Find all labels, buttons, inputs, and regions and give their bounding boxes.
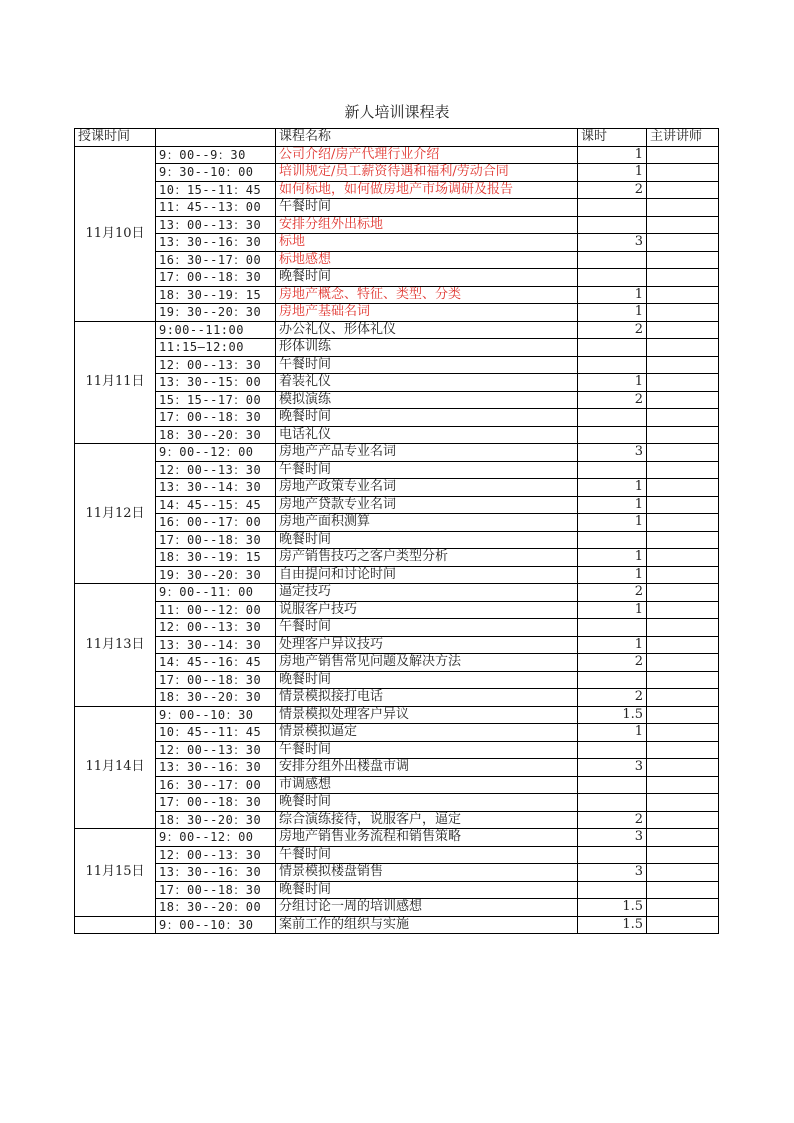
time-cell: 14：45--16：45: [156, 654, 276, 672]
table-row: [75, 531, 719, 549]
course-name-cell: 办公礼仪、形体礼仪: [276, 321, 578, 339]
hours-cell: 1.5: [578, 706, 647, 724]
table-row: [75, 269, 719, 287]
lecturer-cell: [647, 269, 719, 287]
time-cell: 12：00--13：30: [156, 619, 276, 637]
hours-cell: 1: [578, 164, 647, 182]
time-cell: 13：30--15：00: [156, 374, 276, 392]
course-name-cell: 午餐时间: [276, 846, 578, 864]
hours-cell: 2: [578, 654, 647, 672]
hours-cell: [578, 199, 647, 217]
course-name-cell: 午餐时间: [276, 619, 578, 637]
course-name-cell: 标地: [276, 234, 578, 252]
day-date-cell: 11月11日: [75, 321, 156, 444]
table-row: [75, 671, 719, 689]
course-name-cell: 晚餐时间: [276, 531, 578, 549]
time-cell: 18：30--20：30: [156, 811, 276, 829]
time-cell: 18：30--20：30: [156, 426, 276, 444]
table-row: [75, 321, 719, 339]
course-name-cell: 情景模拟处理客户异议: [276, 706, 578, 724]
table-row: [75, 181, 719, 199]
table-row: [75, 706, 719, 724]
course-name-cell: 逼定技巧: [276, 584, 578, 602]
course-name-cell: 房地产销售常见问题及解决方法: [276, 654, 578, 672]
hours-cell: 1: [578, 601, 647, 619]
time-cell: 17：00--18：30: [156, 409, 276, 427]
course-name-cell: 培训规定/员工薪资待遇和福利/劳动合同: [276, 164, 578, 182]
course-name-cell: 着装礼仪: [276, 374, 578, 392]
time-cell: 9：00--9：30: [156, 146, 276, 164]
time-cell: 18：30--19：15: [156, 286, 276, 304]
lecturer-cell: [647, 356, 719, 374]
table-row: [75, 881, 719, 899]
time-cell: 19：30--20：30: [156, 566, 276, 584]
course-name-cell: 公司介绍/房产代理行业介绍: [276, 146, 578, 164]
time-cell: 12：00--13：30: [156, 356, 276, 374]
course-name-cell: 市调感想: [276, 776, 578, 794]
course-name-cell: 标地感想: [276, 251, 578, 269]
lecturer-cell: [647, 234, 719, 252]
day-date-cell: 11月10日: [75, 146, 156, 321]
time-cell: 9：30--10：00: [156, 164, 276, 182]
lecturer-cell: [647, 164, 719, 182]
time-cell: 9：00--10：30: [156, 916, 276, 934]
table-row: [75, 286, 719, 304]
lecturer-cell: [647, 741, 719, 759]
time-cell: 10：15--11：45: [156, 181, 276, 199]
course-name-cell: 房地产贷款专业名词: [276, 496, 578, 514]
time-cell: 19：30--20：30: [156, 304, 276, 322]
table-row: [75, 374, 719, 392]
lecturer-cell: [647, 199, 719, 217]
time-cell: 17：00--18：30: [156, 671, 276, 689]
time-cell: 12：00--13：30: [156, 846, 276, 864]
hours-cell: 2: [578, 181, 647, 199]
lecturer-cell: [647, 916, 719, 934]
lecturer-cell: [647, 829, 719, 847]
header-time: [156, 129, 276, 147]
hours-cell: 3: [578, 759, 647, 777]
course-name-cell: 说服客户技巧: [276, 601, 578, 619]
lecturer-cell: [647, 549, 719, 567]
course-name-cell: 午餐时间: [276, 356, 578, 374]
time-cell: 16：30--17：00: [156, 776, 276, 794]
course-name-cell: 情景模拟逼定: [276, 724, 578, 742]
table-row: [75, 391, 719, 409]
course-name-cell: 安排分组外出楼盘市调: [276, 759, 578, 777]
lecturer-cell: [647, 601, 719, 619]
hours-cell: 1: [578, 496, 647, 514]
lecturer-cell: [647, 636, 719, 654]
hours-cell: [578, 671, 647, 689]
table-row: [75, 164, 719, 182]
hours-cell: [578, 619, 647, 637]
time-cell: 13：30--14：30: [156, 636, 276, 654]
lecturer-cell: [647, 304, 719, 322]
course-name-cell: 房地产政策专业名词: [276, 479, 578, 497]
table-row: [75, 216, 719, 234]
time-cell: 17：00--18：30: [156, 794, 276, 812]
lecturer-cell: [647, 216, 719, 234]
course-name-cell: 案前工作的组织与实施: [276, 916, 578, 934]
table-row: [75, 829, 719, 847]
lecturer-cell: [647, 409, 719, 427]
course-name-cell: 晚餐时间: [276, 671, 578, 689]
course-name-cell: 情景模拟楼盘销售: [276, 864, 578, 882]
time-cell: 12：00--13：30: [156, 461, 276, 479]
course-name-cell: 晚餐时间: [276, 794, 578, 812]
table-row: [75, 776, 719, 794]
lecturer-cell: [647, 899, 719, 917]
page-title: 新人培训课程表: [344, 103, 450, 121]
header-hours: 课时: [578, 129, 647, 147]
hours-cell: [578, 251, 647, 269]
time-cell: 13：30--16：30: [156, 864, 276, 882]
lecturer-cell: [647, 584, 719, 602]
time-cell: 11：00--12：00: [156, 601, 276, 619]
lecturer-cell: [647, 444, 719, 462]
lecturer-cell: [647, 339, 719, 357]
hours-cell: 1: [578, 146, 647, 164]
hours-cell: 3: [578, 444, 647, 462]
course-schedule-table: [74, 128, 719, 934]
hours-cell: 1.5: [578, 899, 647, 917]
table-row: [75, 479, 719, 497]
time-cell: 18：30--19：15: [156, 549, 276, 567]
table-row: [75, 146, 719, 164]
course-name-cell: 房地产基础名词: [276, 304, 578, 322]
hours-cell: [578, 741, 647, 759]
hours-cell: 1: [578, 479, 647, 497]
hours-cell: 2: [578, 689, 647, 707]
table-row: [75, 654, 719, 672]
time-cell: 13：30--16：30: [156, 234, 276, 252]
hours-cell: [578, 881, 647, 899]
table-row: [75, 234, 719, 252]
table-row: [75, 759, 719, 777]
hours-cell: 1: [578, 286, 647, 304]
hours-cell: 2: [578, 584, 647, 602]
hours-cell: 2: [578, 391, 647, 409]
course-name-cell: 午餐时间: [276, 741, 578, 759]
table-row: [75, 741, 719, 759]
header-lecturer: 主讲讲师: [647, 129, 719, 147]
lecturer-cell: [647, 146, 719, 164]
course-name-cell: 房产销售技巧之客户类型分析: [276, 549, 578, 567]
table-row: [75, 916, 719, 934]
time-cell: 14：45--15：45: [156, 496, 276, 514]
hours-cell: [578, 531, 647, 549]
hours-cell: [578, 846, 647, 864]
time-cell: 9：00--11：00: [156, 584, 276, 602]
course-name-cell: 模拟演练: [276, 391, 578, 409]
time-cell: 18：30--20：00: [156, 899, 276, 917]
course-name-cell: 安排分组外出标地: [276, 216, 578, 234]
hours-cell: [578, 356, 647, 374]
time-cell: 13：30--16：30: [156, 759, 276, 777]
hours-cell: [578, 794, 647, 812]
time-cell: 17：00--18：30: [156, 881, 276, 899]
lecturer-cell: [647, 671, 719, 689]
lecturer-cell: [647, 724, 719, 742]
table-row: [75, 496, 719, 514]
time-cell: 17：00--18：30: [156, 269, 276, 287]
lecturer-cell: [647, 321, 719, 339]
hours-cell: 1: [578, 636, 647, 654]
lecturer-cell: [647, 181, 719, 199]
lecturer-cell: [647, 531, 719, 549]
time-cell: 11:15—12:00: [156, 339, 276, 357]
hours-cell: 3: [578, 829, 647, 847]
course-name-cell: 形体训练: [276, 339, 578, 357]
lecturer-cell: [647, 391, 719, 409]
course-name-cell: 电话礼仪: [276, 426, 578, 444]
day-date-cell: [75, 916, 156, 934]
course-name-cell: 综合演练接待，说服客户，逼定: [276, 811, 578, 829]
lecturer-cell: [647, 706, 719, 724]
time-cell: 12：00--13：30: [156, 741, 276, 759]
lecturer-cell: [647, 374, 719, 392]
lecturer-cell: [647, 619, 719, 637]
time-cell: 13：00--13：30: [156, 216, 276, 234]
lecturer-cell: [647, 846, 719, 864]
hours-cell: 1: [578, 549, 647, 567]
day-date-cell: 11月13日: [75, 584, 156, 707]
lecturer-cell: [647, 566, 719, 584]
time-cell: 11：45--13：00: [156, 199, 276, 217]
table-row: [75, 899, 719, 917]
time-cell: 16：30--17：00: [156, 251, 276, 269]
lecturer-cell: [647, 759, 719, 777]
table-row: [75, 724, 719, 742]
course-name-cell: 分组讨论一周的培训感想: [276, 899, 578, 917]
table-row: [75, 584, 719, 602]
table-row: [75, 689, 719, 707]
hours-cell: 2: [578, 321, 647, 339]
hours-cell: 3: [578, 864, 647, 882]
time-cell: 10：45--11：45: [156, 724, 276, 742]
hours-cell: [578, 216, 647, 234]
table-row: [75, 811, 719, 829]
table-row: [75, 304, 719, 322]
table-row: [75, 601, 719, 619]
day-date-cell: 11月12日: [75, 444, 156, 584]
time-cell: 9：00--12：00: [156, 444, 276, 462]
hours-cell: 1.5: [578, 916, 647, 934]
time-cell: 17：00--18：30: [156, 531, 276, 549]
table-row: [75, 549, 719, 567]
hours-cell: [578, 426, 647, 444]
lecturer-cell: [647, 496, 719, 514]
day-date-cell: 11月14日: [75, 706, 156, 829]
lecturer-cell: [647, 881, 719, 899]
table-row: [75, 461, 719, 479]
table-row: [75, 794, 719, 812]
course-name-cell: 房地产产品专业名词: [276, 444, 578, 462]
course-name-cell: 晚餐时间: [276, 269, 578, 287]
table-row: [75, 199, 719, 217]
header-row: [75, 129, 719, 147]
course-name-cell: 处理客户异议技巧: [276, 636, 578, 654]
hours-cell: 3: [578, 234, 647, 252]
table-row: [75, 619, 719, 637]
course-name-cell: 房地产销售业务流程和销售策略: [276, 829, 578, 847]
course-name-cell: 房地产面积测算: [276, 514, 578, 532]
course-name-cell: 情景模拟接打电话: [276, 689, 578, 707]
table-row: [75, 864, 719, 882]
table-row: [75, 846, 719, 864]
hours-cell: [578, 776, 647, 794]
hours-cell: [578, 269, 647, 287]
lecturer-cell: [647, 654, 719, 672]
course-name-cell: 自由提问和讨论时间: [276, 566, 578, 584]
hours-cell: [578, 409, 647, 427]
table-row: [75, 339, 719, 357]
hours-cell: 1: [578, 514, 647, 532]
hours-cell: 1: [578, 374, 647, 392]
hours-cell: 2: [578, 811, 647, 829]
lecturer-cell: [647, 689, 719, 707]
hours-cell: 1: [578, 304, 647, 322]
table-row: [75, 636, 719, 654]
time-cell: 16：00--17：00: [156, 514, 276, 532]
course-name-cell: 晚餐时间: [276, 881, 578, 899]
time-cell: 13：30--14：30: [156, 479, 276, 497]
lecturer-cell: [647, 811, 719, 829]
table-row: [75, 409, 719, 427]
header-date: 授课时间: [75, 129, 156, 147]
course-name-cell: 午餐时间: [276, 199, 578, 217]
lecturer-cell: [647, 426, 719, 444]
course-name-cell: 午餐时间: [276, 461, 578, 479]
table-row: [75, 444, 719, 462]
lecturer-cell: [647, 514, 719, 532]
course-name-cell: 晚餐时间: [276, 409, 578, 427]
time-cell: 9：00--12：00: [156, 829, 276, 847]
table-row: [75, 566, 719, 584]
table-row: [75, 514, 719, 532]
lecturer-cell: [647, 251, 719, 269]
time-cell: 9:00--11:00: [156, 321, 276, 339]
time-cell: 9：00--10：30: [156, 706, 276, 724]
lecturer-cell: [647, 864, 719, 882]
lecturer-cell: [647, 286, 719, 304]
course-name-cell: 房地产概念、特征、类型、分类: [276, 286, 578, 304]
time-cell: 15：15--17：00: [156, 391, 276, 409]
header-course: 课程名称: [276, 129, 578, 147]
hours-cell: 1: [578, 566, 647, 584]
lecturer-cell: [647, 461, 719, 479]
day-date-cell: 11月15日: [75, 829, 156, 917]
hours-cell: [578, 339, 647, 357]
table-row: [75, 426, 719, 444]
time-cell: 18：30--20：30: [156, 689, 276, 707]
course-name-cell: 如何标地，如何做房地产市场调研及报告: [276, 181, 578, 199]
lecturer-cell: [647, 479, 719, 497]
hours-cell: [578, 461, 647, 479]
table-row: [75, 251, 719, 269]
lecturer-cell: [647, 794, 719, 812]
hours-cell: 1: [578, 724, 647, 742]
table-row: [75, 356, 719, 374]
lecturer-cell: [647, 776, 719, 794]
